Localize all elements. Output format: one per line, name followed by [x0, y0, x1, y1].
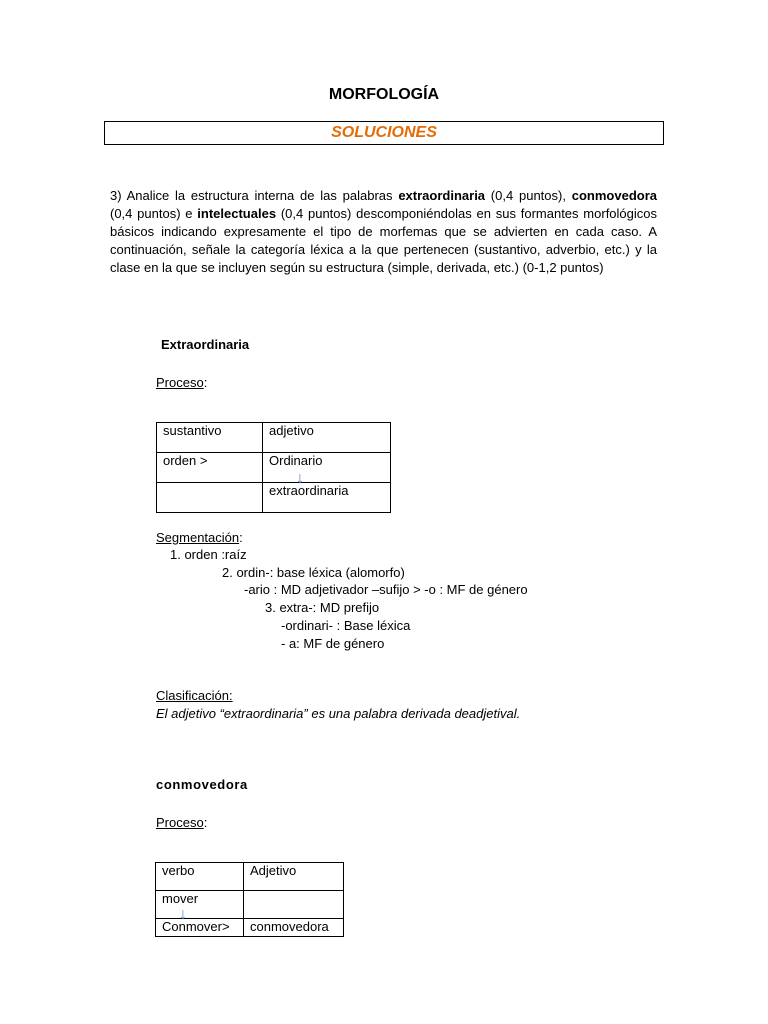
table-cell: orden > [157, 453, 263, 483]
conmovedora-heading: conmovedora [156, 777, 248, 792]
question-word-extraordinaria: extraordinaria [398, 188, 486, 203]
table-cell-with-arrow [263, 453, 391, 487]
question-word-intelectuales: intelectuales [197, 206, 277, 221]
page-title: MORFOLOGÍA [328, 86, 440, 103]
table-cell: Adjetivo [244, 863, 344, 891]
table-row [157, 423, 391, 453]
table-cell [157, 483, 263, 513]
table-cell: conmovedora [244, 919, 344, 937]
extra-process-table [156, 422, 391, 513]
segmentation-line-2: 2. ordin-: base léxica (alomorfo) [222, 565, 405, 580]
question-text [110, 187, 657, 277]
clasificacion-label: Clasificación: [156, 688, 233, 703]
segmentation-line-3: -ario : MD adjetivador –sufijo > -o : MF de género [244, 582, 528, 597]
extraordinaria-heading: Extraordinaria [161, 337, 250, 352]
proceso-colon: : [203, 375, 208, 390]
down-arrow-icon: ↓ [179, 906, 187, 923]
proceso-label-text: Proceso [156, 815, 204, 830]
segmentation-line-4: 3. extra-: MD prefijo [265, 600, 380, 615]
segmentation-line-6: - a: MF de género [281, 636, 385, 651]
table-cell-text: Ordinario [269, 453, 323, 468]
table-row [157, 483, 391, 513]
table-row [156, 863, 344, 891]
conmo-proceso-label [156, 815, 207, 830]
table-row [157, 453, 391, 483]
table-cell: extraordinaria [263, 483, 391, 513]
table-cell: verbo [156, 863, 244, 891]
table-cell-with-arrow [156, 891, 244, 923]
proceso-colon: : [203, 815, 208, 830]
extra-proceso-label [156, 375, 207, 390]
solutions-banner [104, 121, 664, 145]
question-part1: 3) Analice la estructura interna de las palabras [110, 188, 399, 203]
segmentacion-colon: : [239, 530, 243, 545]
segmentacion-label-text: Segmentación [156, 530, 240, 545]
table-cell: Conmover> [156, 919, 244, 937]
question-part3: (0,4 puntos) e [110, 206, 198, 221]
segmentation-line-1: 1. orden :raíz [170, 547, 247, 562]
question-word-conmovedora: conmovedora [571, 188, 657, 203]
down-arrow-icon: ↓ [296, 470, 304, 487]
segmentacion-label [156, 530, 243, 545]
clasificacion-text: El adjetivo “extraordinaria” es una palabra derivada deadjetival. [156, 706, 521, 721]
banner-text: SOLUCIONES [331, 124, 437, 141]
table-cell-text: mover [162, 891, 199, 906]
question-part4: (0,4 puntos) descomponiéndolas en sus formantes morfológicos básicos indicando expresamente el tipo de morfemas que se advierten en cada caso. A continuación, señale la categoría léxica a la que pertenecen (sustantivo, adverbio, etc.) y la clase en la que se incluyen según su estructura (simple, derivada, etc.) (0-1,2 puntos) [110, 206, 658, 275]
table-cell: adjetivo [263, 423, 391, 453]
segmentation-line-5: -ordinari- : Base léxica [281, 618, 411, 633]
proceso-label-text: Proceso [156, 375, 204, 390]
table-cell: sustantivo [157, 423, 263, 453]
conmo-process-table [155, 862, 344, 937]
question-part2: (0,4 puntos), [485, 188, 572, 203]
table-cell [244, 891, 344, 919]
table-row [156, 891, 344, 919]
